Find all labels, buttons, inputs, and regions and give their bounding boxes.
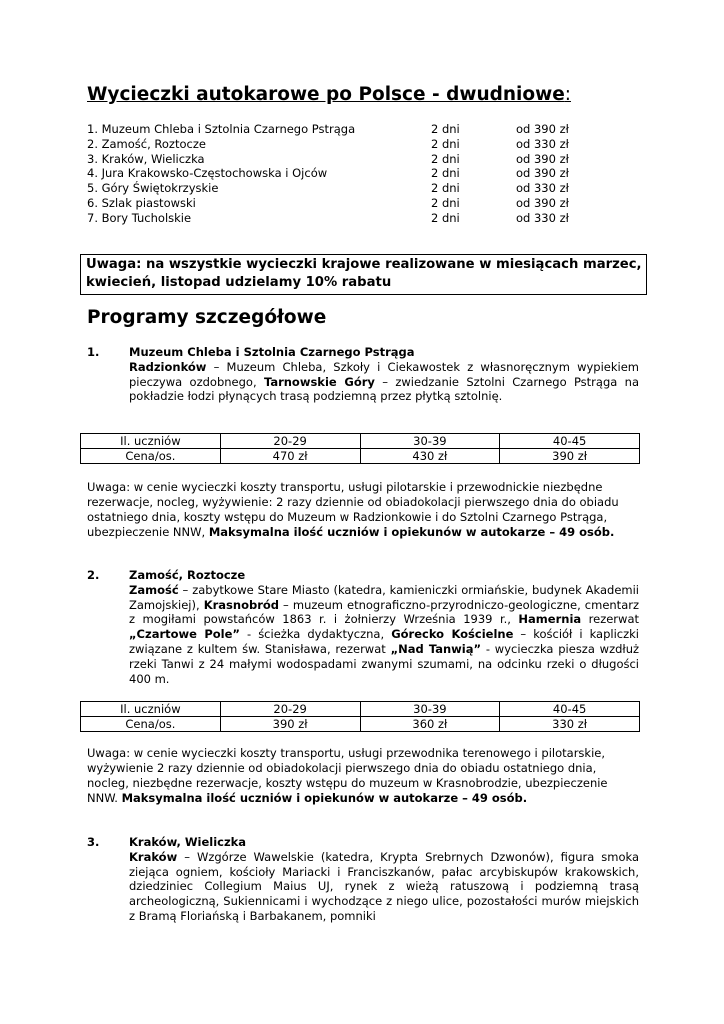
bold-text: Maksymalna ilość uczniów i opiekunów w autokarze – 49 osób. bbox=[121, 791, 528, 805]
trip-item bbox=[87, 166, 587, 181]
group-cell: 30-39 bbox=[360, 434, 500, 449]
price-label: Cena/os. bbox=[81, 717, 221, 732]
trip-item bbox=[87, 181, 587, 196]
discount-notice: Uwaga: na wszystkie wycieczki krajowe realizowane w miesiącach marzec, kwiecień, listopad udzielamy 10% rabatu bbox=[80, 254, 647, 295]
table-row bbox=[81, 717, 640, 732]
trip-name: 4. Jura Krakowsko-Częstochowska i Ojców bbox=[87, 166, 328, 181]
table-row bbox=[81, 702, 640, 717]
trip-days: 2 dni bbox=[431, 181, 460, 196]
group-cell: 30-39 bbox=[360, 702, 500, 717]
trip-days: 2 dni bbox=[431, 166, 460, 181]
section-note-1: Uwaga: w cenie wycieczki koszty transportu, usługi pilotarskie i przewodnickie niezbędne rezerwacje, nocleg, wyżywienie: 2 razy dziennie od obiadokolacji pierwszego dnia do obiadu ostatniego dnia, koszty wstępu do Muzeum w Radzionkowie i do Sztolni Czarnego Pstrąga, ubezpieczenie NNW, Maksymalna ilość uczniów i opiekunów w autokarze – 49 osób. bbox=[87, 480, 619, 539]
group-cell: 20-29 bbox=[220, 702, 360, 717]
students-label: Il. uczniów bbox=[81, 702, 221, 717]
trip-name: 5. Góry Świętokrzyskie bbox=[87, 181, 219, 196]
price-label: Cena/os. bbox=[81, 449, 221, 464]
title-text: Wycieczki autokarowe po Polsce - dwudniowe bbox=[87, 84, 565, 105]
trip-price: od 390 zł bbox=[516, 151, 569, 166]
trip-days: 2 dni bbox=[431, 122, 460, 136]
bold-text: Hamernia bbox=[518, 612, 582, 627]
trip-price: od 330 zł bbox=[516, 181, 569, 196]
trip-name: 1. Muzeum Chleba i Sztolnia Czarnego Pstrąga bbox=[87, 122, 356, 136]
price-cell: 360 zł bbox=[360, 717, 500, 732]
page-title bbox=[87, 84, 571, 105]
bold-text: „Czartowe Pole” bbox=[129, 627, 240, 642]
bold-text: Tarnowskie Góry bbox=[263, 374, 375, 389]
bold-text: Górecko Kościelne bbox=[391, 627, 514, 642]
trip-list bbox=[87, 122, 587, 226]
section-note-2: Uwaga: w cenie wycieczki koszty transportu, usługi przewodnika terenowego i pilotarskie, wyżywienie 2 razy dziennie od obiadokolacji pierwszego dnia do obiadu ostatniego dnia, nocleg, niezbędne rezerwacje, koszty wstępu do muzeum w Krasnobrodzie, ubezpieczenie NNW. Maksymalna ilość uczniów i opiekunów w autokarze – 49 osób. bbox=[87, 746, 608, 805]
price-table-1 bbox=[80, 433, 640, 464]
price-cell: 390 zł bbox=[220, 717, 360, 732]
group-cell: 20-29 bbox=[220, 434, 360, 449]
bold-text: Maksymalna ilość uczniów i opiekunów w autokarze – 49 osób. bbox=[208, 525, 615, 539]
section-number: 1. bbox=[87, 345, 100, 359]
section-title: Muzeum Chleba i Sztolnia Czarnego Pstrąga bbox=[129, 345, 415, 359]
trip-name: 3. Kraków, Wieliczka bbox=[87, 151, 205, 166]
trip-price: od 390 zł bbox=[516, 195, 569, 210]
trip-item bbox=[87, 211, 587, 226]
group-cell: 40-45 bbox=[500, 434, 640, 449]
bold-text: Krasnobród bbox=[203, 597, 279, 612]
trip-name: 2. Zamość, Roztocze bbox=[87, 136, 206, 151]
trip-name: 7. Bory Tucholskie bbox=[87, 210, 192, 225]
trip-price: od 330 zł bbox=[516, 210, 569, 225]
trip-days: 2 dni bbox=[431, 195, 460, 210]
trip-price: od 390 zł bbox=[516, 166, 569, 181]
trip-item bbox=[87, 122, 587, 137]
section-body: Radzionków – Muzeum Chleba, Szkoły i Ciekawostek z własnoręcznym wypiekiem pieczywa ozdobnego, Tarnowskie Góry – zwiedzanie Sztolni Czarnego Pstrąga na pokładzie łodzi płynących trasą podziemną przez płytką sztolnię. bbox=[129, 359, 639, 404]
trip-name: 6. Szlak piastowski bbox=[87, 195, 196, 210]
title-colon: : bbox=[564, 84, 571, 105]
bold-text: „Nad Tanwią” bbox=[390, 641, 482, 656]
section-body: Kraków – Wzgórze Wawelskie (katedra, Krypta Srebrnych Dzwonów), figura smoka ziejąca ogniem, kościoły Mariacki i Franciszkanów, pałac arcybiskupów krakowskich, dziedziniec Collegium Maius UJ, rynek z wieżą ratuszową i podziemną trasą archeologiczną, Sukiennicami i wychodzące z niego ulice, pozostałości murów miejskich z Bramą Floriańską i Barbakanem, pomniki bbox=[129, 849, 639, 923]
price-cell: 470 zł bbox=[220, 449, 360, 464]
bold-text: Radzionków bbox=[129, 359, 207, 374]
trip-days: 2 dni bbox=[431, 151, 460, 166]
section-title: Kraków, Wieliczka bbox=[129, 835, 247, 849]
section-body: Zamość – zabytkowe Stare Miasto (katedra, kamieniczki ormiańskie, budynek Akademii Zamojskiej), Krasnobród – muzeum etnograficzno-przyrodniczo-geologiczne, cmentarz z mogiłami powstańców 1863 r. i żołnierzy Września 1939 r., Hamernia rezerwat „Czartowe Pole” - ścieżka dydaktyczna, Górecko Kościelne – kościół i kapliczki związane z kultem św. Stanisława, rezerwat „Nad Tanwią” - wycieczka piesza wzdłuż rzeki Tanwi z 24 małymi wodospadami zwanymi szumami, na odcinku rzeki o długości 400 m. bbox=[129, 582, 640, 686]
trip-price: od 330 zł bbox=[516, 136, 569, 151]
price-cell: 390 zł bbox=[500, 449, 640, 464]
section-title: Zamość, Roztocze bbox=[129, 568, 246, 582]
group-cell: 40-45 bbox=[500, 702, 640, 717]
trip-item bbox=[87, 196, 587, 211]
section-number: 3. bbox=[87, 835, 100, 849]
trip-item bbox=[87, 137, 587, 152]
trip-days: 2 dni bbox=[431, 136, 460, 151]
trip-days: 2 dni bbox=[431, 210, 460, 225]
programs-heading: Programy szczegółowe bbox=[87, 307, 327, 328]
students-label: Il. uczniów bbox=[81, 434, 221, 449]
bold-text: Kraków bbox=[129, 849, 178, 864]
price-table-2 bbox=[80, 701, 640, 732]
price-cell: 330 zł bbox=[500, 717, 640, 732]
table-row bbox=[81, 434, 640, 449]
price-cell: 430 zł bbox=[360, 449, 500, 464]
trip-item bbox=[87, 152, 587, 167]
section-number: 2. bbox=[87, 568, 100, 582]
bold-text: Zamość bbox=[129, 582, 179, 597]
trip-price: od 390 zł bbox=[516, 122, 569, 136]
table-row bbox=[81, 449, 640, 464]
